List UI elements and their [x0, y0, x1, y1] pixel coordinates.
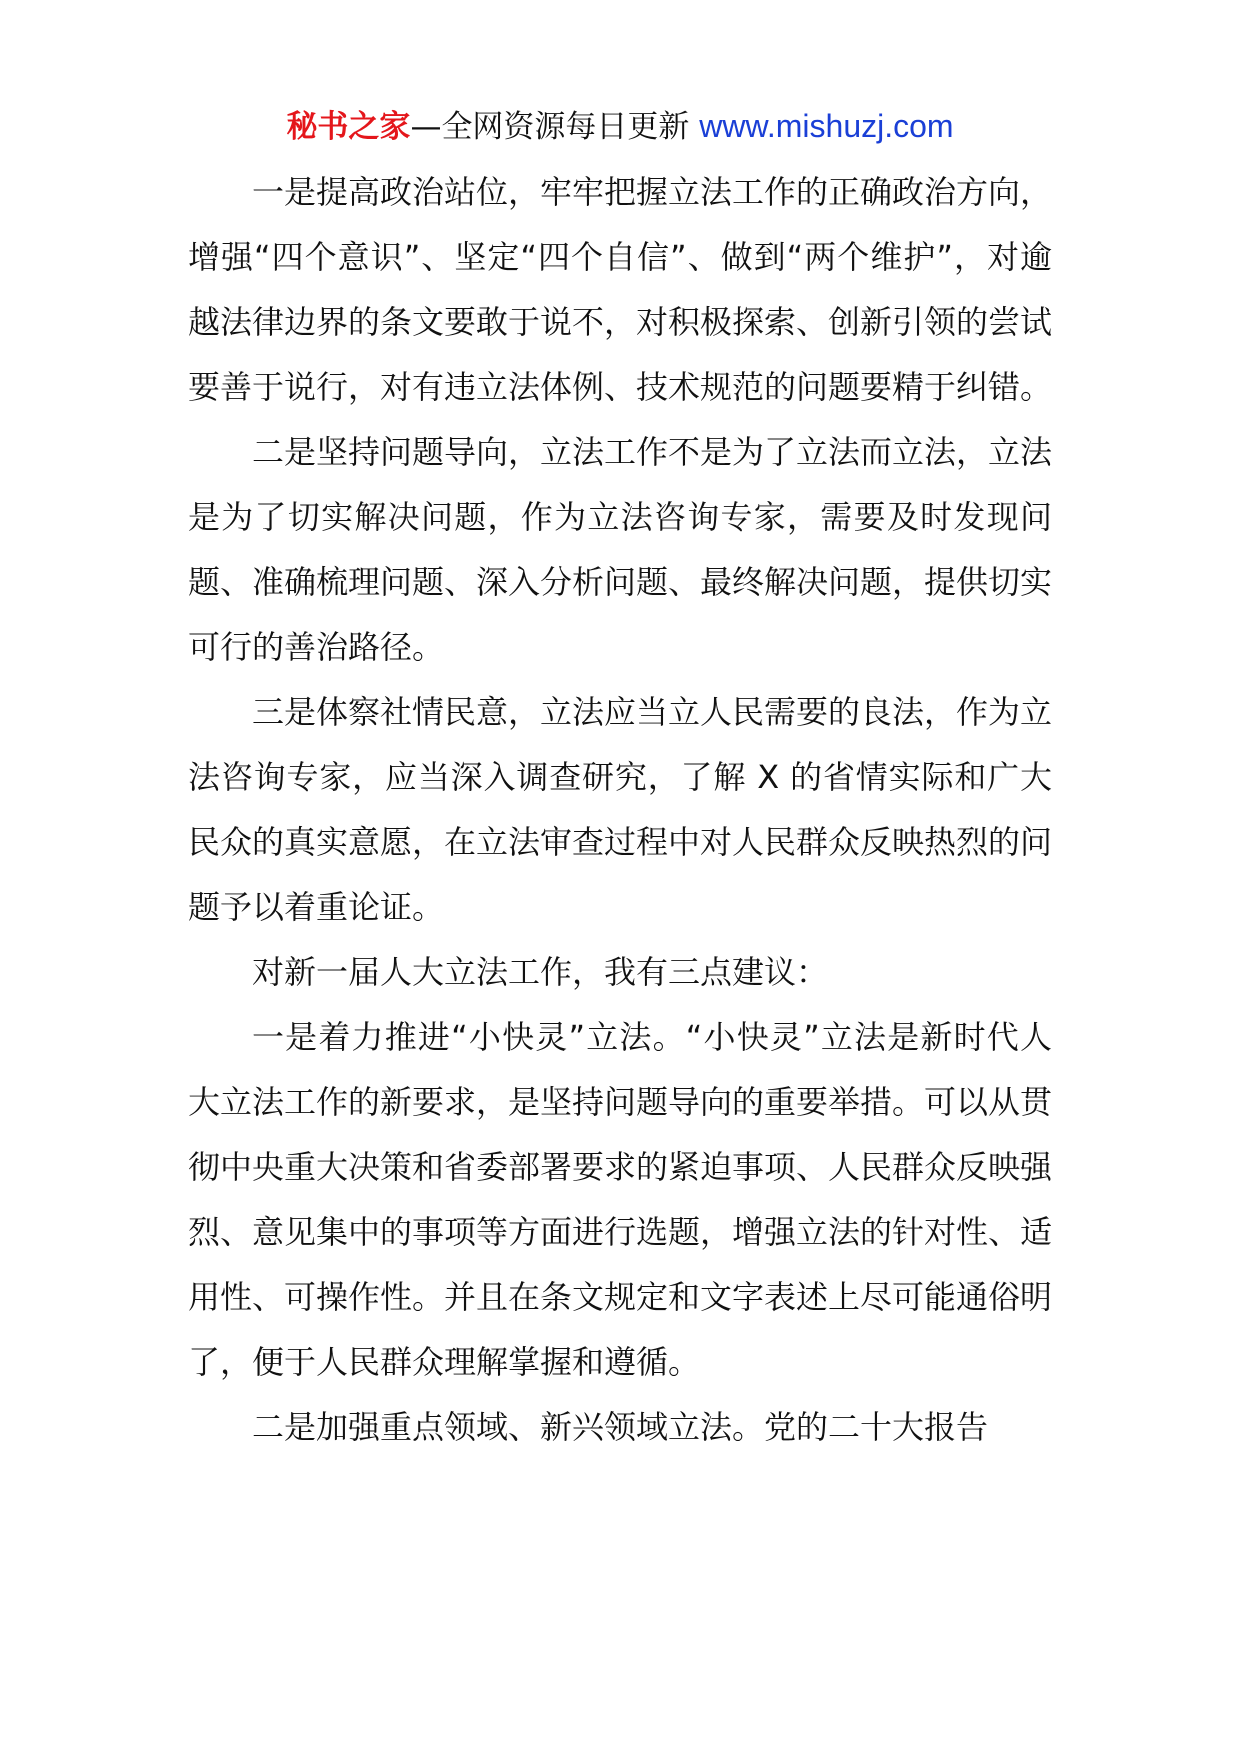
paragraph-4: 对新一届人大立法工作，我有三点建议： [252, 953, 829, 991]
document-body [188, 160, 1052, 1460]
paragraph-3: 三是体察社情民意，立法应当立人民需要的良法，作为立法咨询专家，应当深入调查研究，了解 X 的省情实际和广大民众的真实意愿，在立法审查过程中对人民群众反映热烈的问题予以着重论证。 [188, 693, 1053, 926]
site-url[interactable]: www.mishuzj.com [699, 108, 954, 144]
site-header [0, 104, 1240, 149]
paragraph-1: 一是提高政治站位，牢牢把握立法工作的正确政治方向，增强“四个意识”、坚定“四个自信”、做到“两个维护”，对逾越法律边界的条文要敢于说不，对积极探索、创新引领的尝试要善于说行，对有违立法体例、技术规范的问题要精于纠错。 [188, 173, 1053, 406]
brand-name: 秘书之家 [286, 109, 411, 145]
paragraph-2: 二是坚持问题导向，立法工作不是为了立法而立法，立法是为了切实解决问题，作为立法咨询专家，需要及时发现问题、准确梳理问题、深入分析问题、最终解决问题，提供切实可行的善治路径。 [188, 433, 1053, 666]
header-tagline: —全网资源每日更新 [410, 109, 700, 145]
paragraph-6: 二是加强重点领域、新兴领域立法。党的二十大报告 [252, 1408, 989, 1446]
paragraph-5: 一是着力推进“小快灵”立法。“小快灵”立法是新时代人大立法工作的新要求，是坚持问题导向的重要举措。可以从贯彻中央重大决策和省委部署要求的紧迫事项、人民群众反映强烈、意见集中的事项等方面进行选题，增强立法的针对性、适用性、可操作性。并且在条文规定和文字表述上尽可能通俗明了，便于人民群众理解掌握和遵循。 [188, 1018, 1053, 1381]
